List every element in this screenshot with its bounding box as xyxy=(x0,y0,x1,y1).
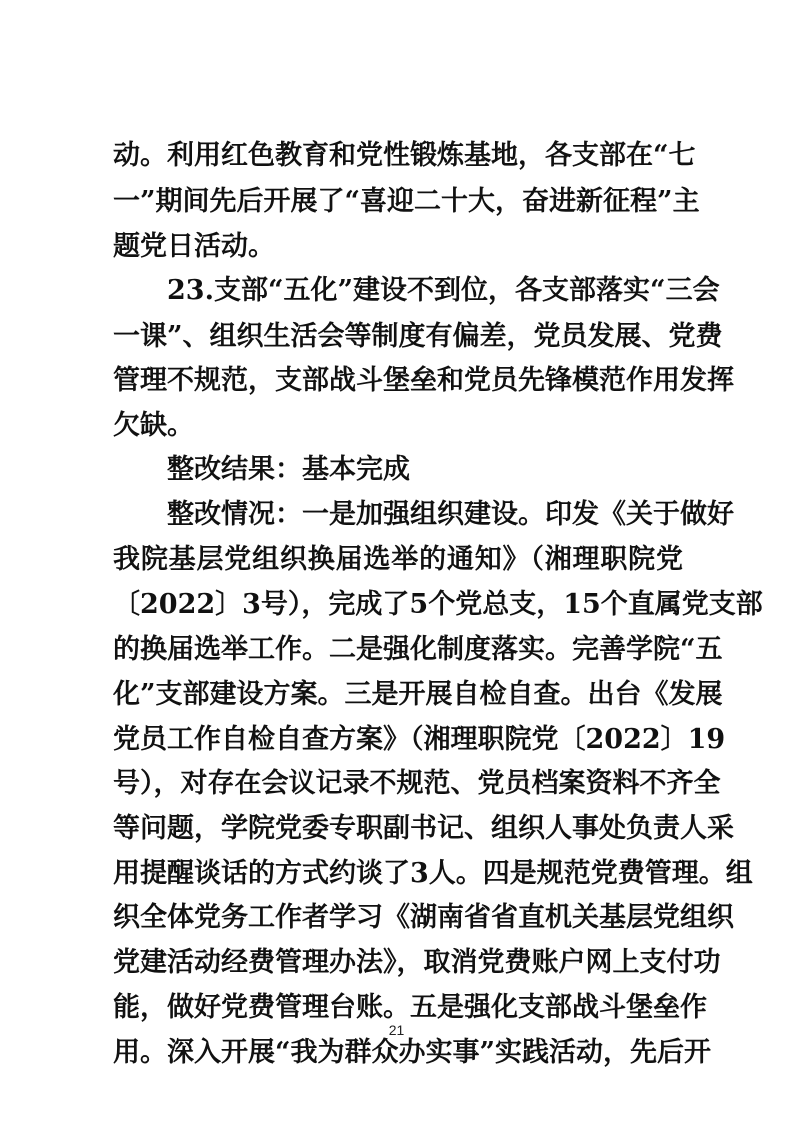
text-line-7: 欠缺。 xyxy=(113,410,194,441)
text-line-3: 题党日活动。 xyxy=(113,231,275,262)
text-line-18: 织全体党务工作者学习《湖南省省直机关基层党组织 xyxy=(113,902,734,933)
text-line-5: 一课”、组织生活会等制度有偏差，党员发展、党费 xyxy=(113,321,723,352)
text-line-6: 管理不规范，支部战斗堡垒和党员先锋模范作用发挥 xyxy=(113,365,734,396)
text-line-9: 整改情况：一是加强组织建设。印发《关于做好 xyxy=(167,499,734,530)
text-line-2: 一”期间先后开展了“喜迎二十大，奋进新征程”主 xyxy=(113,186,700,217)
text-line-15: 号），对存在会议记录不规范、党员档案资料不齐全 xyxy=(113,768,721,799)
text-line-4: 23.支部“五化”建设不到位，各支部落实“三会 xyxy=(167,275,720,306)
text-line-12: 的换届选举工作。二是强化制度落实。完善学院“五 xyxy=(113,634,723,665)
page-number: 21 xyxy=(388,1022,405,1038)
text-line-10: 我院基层党组织换届选举的通知》（湘理职院党 xyxy=(113,544,683,575)
text-line-11: 〔2022〕3号），完成了5个党总支，15个直属党支部 xyxy=(113,589,763,620)
text-line-16: 等问题，学院党委专职副书记、组织人事处负责人采 xyxy=(113,813,734,844)
result-line: 整改结果：基本完成 xyxy=(167,454,410,485)
text-line-21: 用。深入开展“我为群众办实事”实践活动，先后开 xyxy=(113,1037,712,1068)
text-line-1: 动。利用红色教育和党性锻炼基地，各支部在“七 xyxy=(113,140,696,171)
text-line-17: 用提醒谈话的方式约谈了3人。四是规范党费管理。组 xyxy=(113,858,753,889)
text-line-13: 化”支部建设方案。三是开展自检自查。出台《发展 xyxy=(113,679,723,710)
text-line-19: 党建活动经费管理办法》，取消党费账户网上支付功 xyxy=(113,947,721,978)
text-line-20: 能，做好党费管理台账。五是强化支部战斗堡垒作 xyxy=(113,992,707,1023)
text-line-14: 党员工作自检自查方案》（湘理职院党〔2022〕19 xyxy=(113,724,726,755)
